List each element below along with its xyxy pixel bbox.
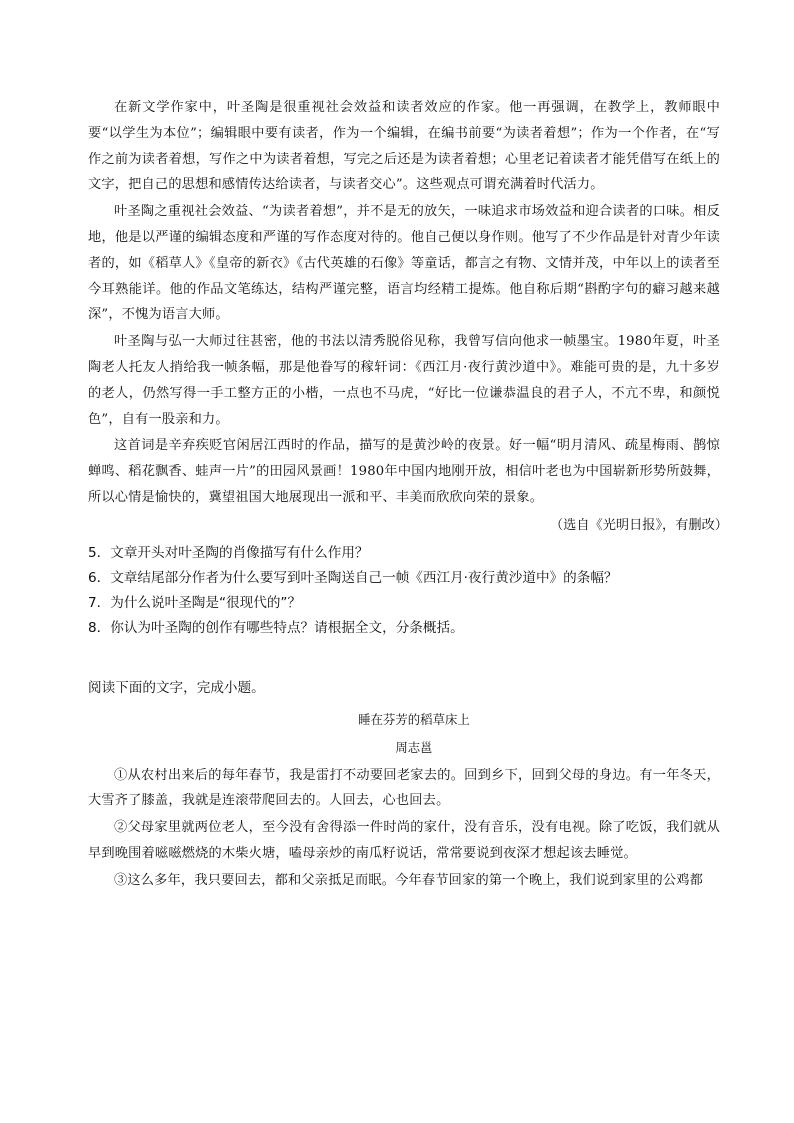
article-1-paragraph-1: 在新文学作家中，叶圣陶是很重视社会效益和读者效应的作家。他一再强调，在教学上，教师眼中要“以学生为本位”；编辑眼中要有读者，作为一个编辑，在编书前要“为读者着想”；作为一个作者，在“写作之前为读者着想，写作之中为读者着想，写完之后还是为读者着想；心里老记着读者才能凭借写在纸上的文字，把自己的思想和感情传达给读者，与读者交心”。这些观点可谓充满着时代活力。 xyxy=(88,100,720,193)
question-7: 7．为什么说叶圣陶是“很现代的”？ xyxy=(88,595,302,612)
question-8: 8．你认为叶圣陶的创作有哪些特点？请根据全文，分条概括。 xyxy=(88,620,464,637)
article-2-title: 睡在芬芳的稻草床上 xyxy=(358,711,470,727)
document-content xyxy=(88,95,728,895)
article-2-author: 周志邕 xyxy=(395,739,433,755)
question-list xyxy=(88,541,720,642)
reading-instruction: 阅读下面的文字，完成小题。 xyxy=(88,679,265,696)
article-1-source: （选自《光明日报》，有删改） xyxy=(549,517,728,533)
article-2-paragraph-3: ③这么多年，我只要回去，都和父亲抵足而眠。今年春节回家的第一个晚上，我们说到家里的公鸡都 xyxy=(114,872,704,888)
question-5: 5．文章开头对叶圣陶的肖像描写有什么作用？ xyxy=(88,544,369,561)
article-1-paragraph-2: 叶圣陶之重视社会效益、“为读者着想”，并不是无的放矢，一味追求市场效益和迎合读者的口味。相反地，他是以严谨的编辑态度和严谨的写作态度对待的。他自己便以身作则。他写了不少作品是针对青少年读者的，如《稻草人》《皇帝的新衣》《古代英雄的石像》等童话，都言之有物、文情并茂，中年以上的读者至今耳熟能详。他的作品文笔练达，结构严谨完整，语言均经精工提炼。他自称后期“斟酌字句的癖习越来越深”，不愧为语言大师。 xyxy=(88,204,720,323)
article-2 xyxy=(88,709,720,894)
article-1-paragraph-4: 这首词是辛弃疾贬官闲居江西时的作品，描写的是黄沙岭的夜景。好一幅“明月清风、疏星梅雨、鹊惊蝉鸣、稻花飘香、蛙声一片”的田园风景画！1980年中国内地刚开放，相信叶老也为中国崭新形势所鼓舞，所以心情是愉快的，冀望祖国大地展现出一派和平、丰美而欣欣向荣的景象。 xyxy=(88,438,720,505)
article-2-paragraph-2: ②父母家里就两位老人，至今没有舍得添一件时尚的家什，没有音乐，没有电视。除了吃饭，我们就从早到晚围着嗞嗞燃烧的木柴火塘，嗑母亲炒的南瓜籽说话，常常要说到夜深才想起该去睡觉。 xyxy=(88,820,720,861)
article-1-paragraph-3: 叶圣陶与弘一大师过往甚密，他的书法以清秀脱俗见称，我曾写信向他求一帧墨宝。1980年夏，叶圣陶老人托友人捎给我一帧条幅，那是他眷写的稼轩词：《西江月·夜行黄沙道中》。难能可贵的是，九十多岁的老人，仍然写得一手工整方正的小楷，一点也不马虎，“好比一位谦恭温良的君子人，不亢不卑，和颜悦色”，自有一股亲和力。 xyxy=(88,334,720,427)
article-1 xyxy=(88,95,728,538)
article-2-paragraph-1: ①从农村出来后的每年春节，我是雷打不动要回老家去的。回到乡下，回到父母的身边。有一年冬天，大雪齐了膝盖，我就是连滚带爬回去的。人回去，心也回去。 xyxy=(88,767,720,809)
question-6: 6．文章结尾部分作者为什么要写到叶圣陶送自己一帧《西江月·夜行黄沙道中》的条幅？ xyxy=(88,569,618,586)
